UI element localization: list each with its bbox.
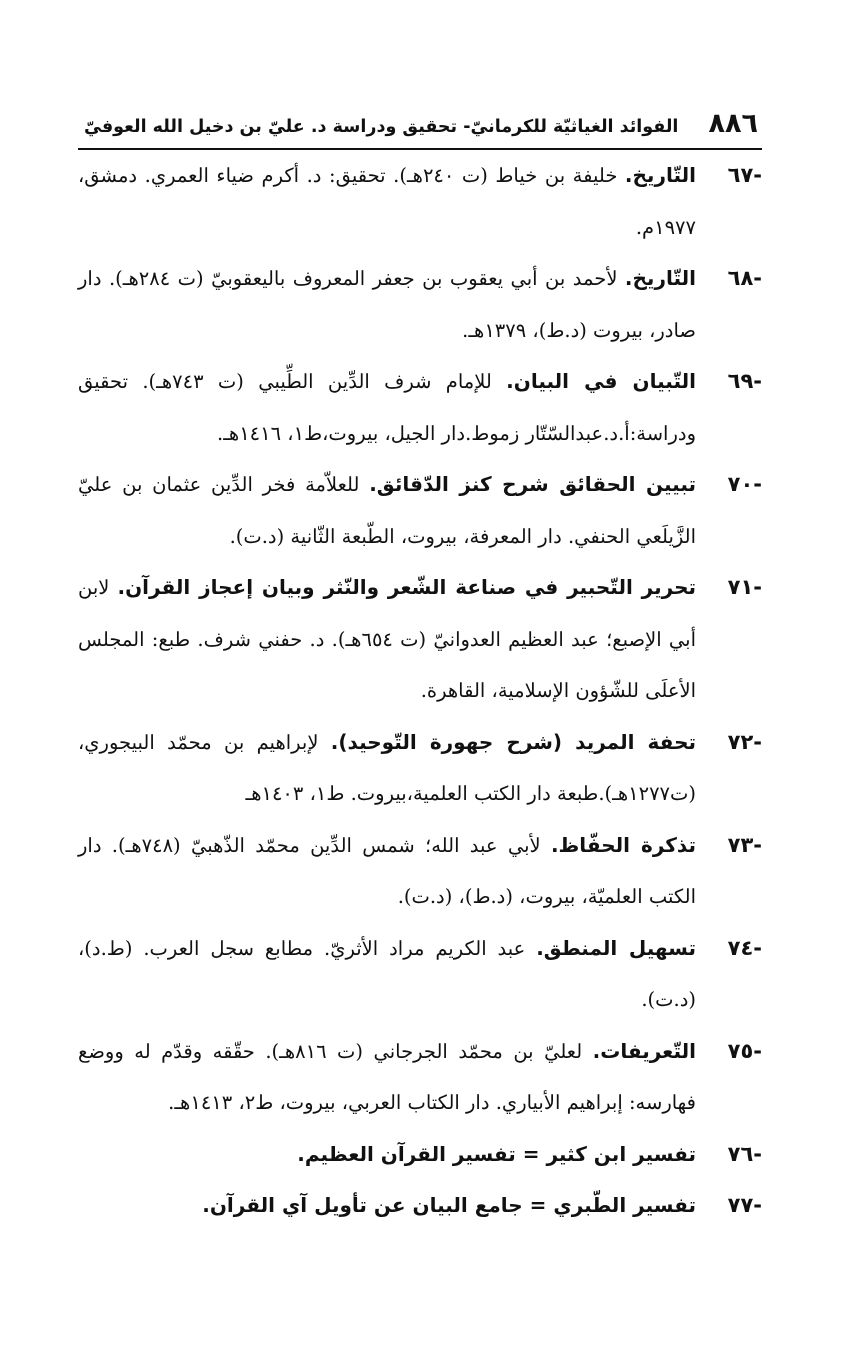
bibliography-entry-67 [78, 150, 762, 253]
page-number: ٨٨٦ [708, 108, 758, 139]
entry-title: التّبيان في البيان. [506, 369, 696, 393]
bibliography-entry-73 [78, 820, 762, 923]
entry-number: -٧٥ [727, 1038, 762, 1063]
bibliography-entry-71 [78, 562, 762, 717]
entry-title: التّاريخ. [624, 266, 696, 290]
entry-details: للإمام شرف الدِّين الطِّيبي (ت ٧٤٣هـ). تحقيق ودراسة:أ.د.عبدالسّتّار زموط.دار الجيل، بيروت،ط١، ١٤١٦هـ. [78, 370, 696, 445]
entry-title: تذكرة الحفّاظ. [550, 832, 696, 857]
entry-details: عبد الكريم مراد الأثريّ. مطابع سجل العرب. (ط.د)، (د.ت). [78, 936, 696, 1011]
entry-number: -٧١ [727, 575, 762, 599]
entry-title: تبيين الحقائق شرح كنز الدّقائق. [369, 472, 696, 496]
entry-number: -٧٧ [727, 1193, 762, 1217]
bibliography-entry-69 [78, 356, 762, 459]
entry-details: للعلاّمة فخر الدِّين عثمان بن عليّ الزَّيلَعي الحنفي. دار المعرفة، بيروت، الطّبعة الثّانية (د.ت). [78, 473, 696, 548]
page-header [78, 104, 762, 150]
entry-number: -٧٢ [727, 729, 762, 754]
bibliography-entry-76 [78, 1129, 762, 1181]
running-title: الفوائد الغياثيّة للكرمانيّ- تحقيق ودراسة د. عليّ بن دخيل الله العوفيّ [84, 117, 679, 137]
bibliography-entry-70 [78, 459, 762, 562]
bibliography-entry-68 [78, 253, 762, 356]
entry-title: تفسير الطّبري = جامع البيان عن تأويل آي القرآن. [202, 1193, 696, 1217]
bibliography-list [78, 150, 762, 1232]
entry-number: -٦٧ [727, 163, 762, 187]
entry-title: تحرير التّحبير في صناعة الشّعر والنّثر وبيان إعجاز القرآن. [117, 575, 696, 599]
entry-title: التّعريفات. [592, 1038, 696, 1063]
bibliography-entry-77 [78, 1180, 762, 1232]
entry-number: -٧٦ [727, 1141, 762, 1166]
entry-details: لابن أبي الإصبع؛ عبد العظيم العدوانيّ (ت ٦٥٤هـ). د. حفني شرف. طبع: المجلس الأعلَى للشّؤون الإسلامية، القاهرة. [78, 576, 696, 702]
entry-number: -٧٠ [727, 472, 762, 496]
entry-title: تفسير ابن كثير = تفسير القرآن العظيم. [297, 1141, 696, 1166]
entry-title: التّاريخ. [624, 163, 696, 187]
entry-title: تحفة المريد (شرح جهورة التّوحيد). [330, 729, 696, 754]
bibliography-entry-75 [78, 1026, 762, 1129]
entry-number: -٧٣ [727, 832, 762, 857]
entry-number: -٧٤ [727, 935, 762, 960]
entry-details: خليفة بن خياط (ت ٢٤٠هـ). تحقيق: د. أكرم ضياء العمري. دمشق، ١٩٧٧م. [78, 164, 696, 239]
entry-details: لأبي عبد الله؛ شمس الدِّين محمّد الذّهبيّ (٧٤٨هـ). دار الكتب العلميّة، بيروت، (د.ط)، (د.ت). [78, 833, 696, 908]
bibliography-entry-74 [78, 923, 762, 1026]
book-page [78, 104, 762, 1232]
entry-details: لعليّ بن محمّد الجرجاني (ت ٨١٦هـ). حقّقه وقدّم له ووضع فهارسه: إبراهيم الأبياري. دار الكتاب العربي، بيروت، ط٢، ١٤١٣هـ. [78, 1039, 696, 1114]
entry-title: تسهيل المنطق. [536, 935, 696, 960]
bibliography-entry-72 [78, 717, 762, 820]
entry-number: -٦٨ [727, 266, 762, 290]
entry-details: لإبراهيم بن محمّد البيجوري، (ت١٢٧٧هـ).طبعة دار الكتب العلمية،بيروت. ط١، ١٤٠٣هـ [78, 730, 696, 805]
entry-details: لأحمد بن أبي يعقوب بن جعفر المعروف باليعقوبيّ (ت ٢٨٤هـ). دار صادر، بيروت (د.ط)، ١٣٧٩هـ. [78, 267, 696, 342]
entry-number: -٦٩ [727, 369, 762, 393]
